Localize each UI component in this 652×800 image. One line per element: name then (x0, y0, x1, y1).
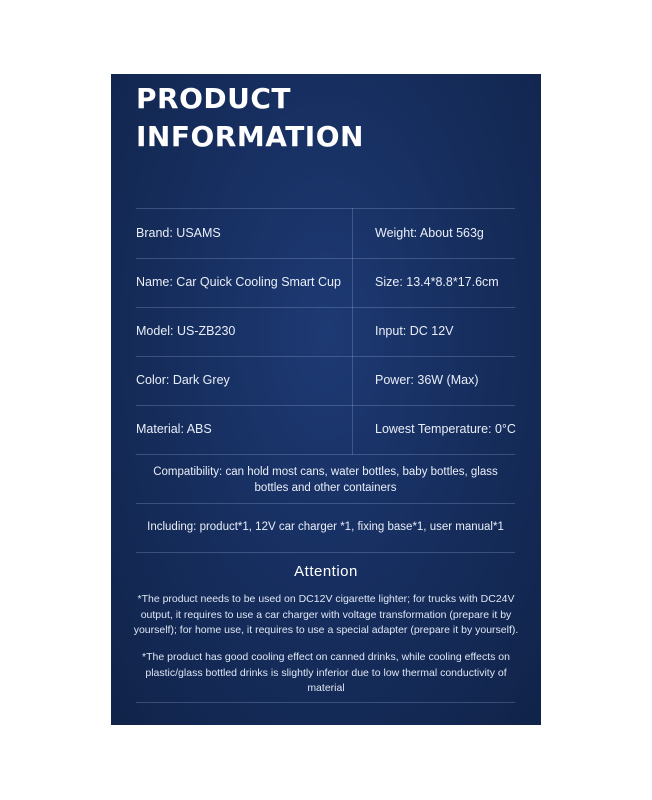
spec-lowest-temperature: Lowest Temperature: 0°C (375, 422, 516, 436)
table-divider (136, 405, 515, 406)
title-line-2: INFORMATION (136, 120, 364, 153)
compatibility-line-1: Compatibility: can hold most cans, water bottles, baby bottles, glass (153, 466, 498, 478)
table-divider (136, 356, 515, 357)
bottom-divider (136, 702, 515, 703)
table-divider-top (136, 208, 515, 209)
spec-model: Model: US-ZB230 (136, 324, 236, 338)
spec-name: Name: Car Quick Cooling Smart Cup (136, 275, 341, 289)
attention-heading: Attention (294, 563, 358, 580)
spec-color: Color: Dark Grey (136, 373, 230, 387)
attention-note-1: *The product needs to be used on DC12V cigarette lighter; for trucks with DC24V output, it requires to use a car charger with voltage transformation (prepare it by yourself); for home use, it requires to use a special adapter (prepare it by yourself). (133, 593, 519, 636)
table-divider (136, 552, 515, 553)
spec-brand: Brand: USAMS (136, 226, 221, 240)
attention-note-2: *The product has good cooling effect on canned drinks, while cooling effects on plastic/glass bottled drinks is slightly inferior due to low thermal conductivity of material (142, 651, 510, 694)
title-line-1: PRODUCT (136, 82, 292, 115)
table-column-divider (352, 208, 353, 455)
spec-size: Size: 13.4*8.8*17.6cm (375, 275, 499, 289)
spec-power: Power: 36W (Max) (375, 373, 479, 387)
table-divider (136, 503, 515, 504)
table-divider (136, 454, 515, 455)
spec-input: Input: DC 12V (375, 324, 454, 338)
table-divider (136, 307, 515, 308)
compatibility-text (131, 464, 520, 496)
including-text: Including: product*1, 12V car charger *1, fixing base*1, user manual*1 (147, 521, 504, 533)
product-info-panel (111, 74, 541, 725)
spec-weight: Weight: About 563g (375, 226, 484, 240)
table-divider (136, 258, 515, 259)
compatibility-line-2: bottles and other containers (254, 482, 397, 494)
spec-material: Material: ABS (136, 422, 212, 436)
page-title (136, 80, 364, 156)
